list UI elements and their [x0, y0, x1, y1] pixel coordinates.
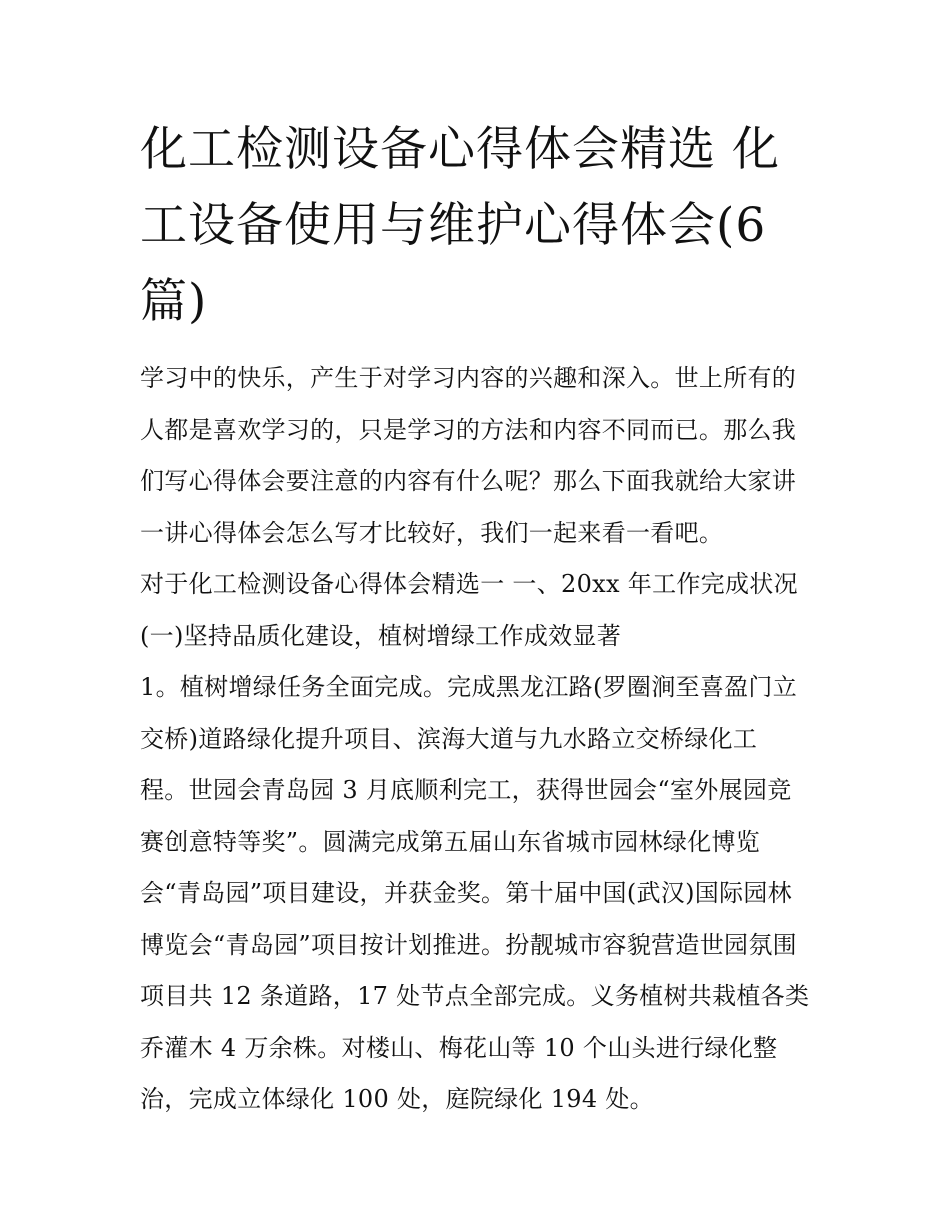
paragraph-line: 一讲心得体会怎么写才比较好，我们一起来看一看吧。 [140, 518, 724, 547]
paragraph-line: 程。世园会青岛园 3 月底顺利完工，获得世园会“室外展园竞 [140, 776, 792, 804]
section-heading: (一)坚持品质化建设，植树增绿工作成效显著 [140, 621, 622, 650]
paragraph-line: 治，完成立体绿化 100 处，庭院绿化 194 处。 [140, 1085, 654, 1113]
paragraph-line: 学习中的快乐，产生于对学习内容的兴趣和深入。世上所有的 [140, 364, 797, 392]
document-title: 化工检测设备心得体会精选 化工设备使用与维护心得体会(6篇) [140, 122, 780, 329]
paragraph-line: 人都是喜欢学习的，只是学习的方法和内容不同而已。那么我 [140, 415, 797, 444]
paragraph-line: 交桥)道路绿化提升项目、滨海大道与九水路立交桥绿化工 [140, 724, 758, 753]
paragraph-line: 1。植树增绿任务全面完成。完成黑龙江路(罗圈涧至喜盈门立 [140, 673, 798, 701]
paragraph-line: 乔灌木 4 万余株。对楼山、梅花山等 10 个山头进行绿化整 [140, 1033, 778, 1062]
document-body [140, 356, 820, 1129]
paragraph-line: 博览会“青岛园”项目按计划推进。扮靓城市容貌营造世园氛围 [140, 930, 797, 959]
paragraph-line: 项目共 12 条道路，17 处节点全部完成。义务植树共栽植各类 [140, 982, 810, 1010]
paragraph-line: 们写心得体会要注意的内容有什么呢？那么下面我就给大家讲 [140, 467, 797, 495]
paragraph-line: 会“青岛园”项目建设，并获金奖。第十届中国(武汉)国际园林 [140, 879, 792, 907]
paragraph-line: 赛创意特等奖”。圆满完成第五届山东省城市园林绿化博览 [140, 827, 761, 856]
paragraph-line: 对于化工检测设备心得体会精选一 一、20xx 年工作完成状况 [140, 570, 798, 598]
